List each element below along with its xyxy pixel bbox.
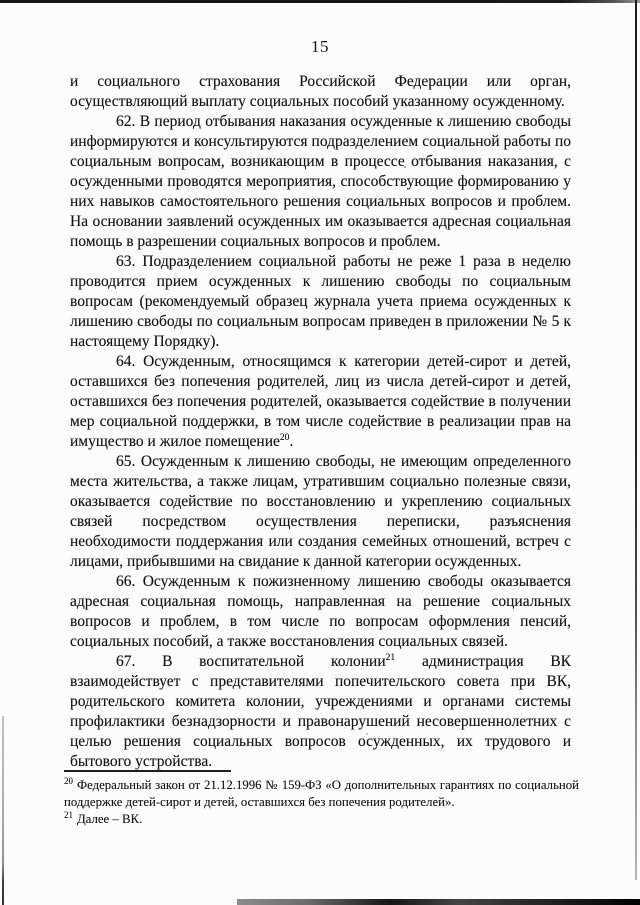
paragraph-text: 65. Осужденным к лишению свободы, не имеющим определенного места жительства, а также лицам, утратившим социально полезные связи, оказывается содействие по восстановлению и укреплению социальных связей посредством осуществления переписки, разъяснения необходимости поддержания или создания семейных отношений, встреч с лицами, прибывшими на свидание к данной категории осужденных.: [70, 453, 571, 570]
footnote-marker: 21: [64, 809, 73, 820]
paragraph-text: 63. Подразделением социальной работы не реже 1 раза в неделю проводится прием осужденных к лишению свободы по социальным вопросам (рекомендуемый образец журнала учета приема осужденных к лишению свободы по социальным вопросам приведен в приложении № 5 к настоящему Порядку).: [70, 253, 571, 350]
paragraph-65: [70, 452, 571, 572]
footnote-20: [64, 777, 579, 811]
scan-border-right: [635, 0, 637, 880]
paragraph-64: [70, 352, 571, 452]
footnote-text: Далее – ВК.: [76, 812, 143, 826]
paragraph-62: [70, 112, 571, 252]
scan-band-bottom: [237, 899, 640, 905]
scan-line-left: [2, 716, 4, 905]
scan-border-top: [0, 0, 640, 3]
footnote-21: [64, 811, 579, 828]
footnote-reference-20: 20: [279, 431, 290, 443]
paragraph-text: .: [289, 433, 294, 450]
paragraph-text: 66. Осужденным к пожизненному лишению свободы оказывается адресная социальная помощь, направленная на решение социальных вопросов и проблем, в том числе по вопросам оформления пенсий, социальных пособий, а также восстановления социальных связей.: [70, 573, 571, 650]
paragraph-63: [70, 252, 571, 352]
paragraph-text: и социального страхования Российской Федерации или орган, осуществляющий выплату социальных пособий указанному осужденному.: [70, 73, 571, 110]
footnote-text: Федеральный закон от 21.12.1996 № 159-ФЗ «О дополнительных гарантиях по социальной поддержке детей-сирот и детей, оставшихся без попечения родителей».: [64, 778, 579, 809]
document-body: [70, 72, 571, 772]
paragraph-continuation: [70, 72, 571, 112]
paragraph-66: [70, 572, 571, 652]
paragraph-text: 64. Осужденным, относящимся к категории детей-сирот и детей, оставшихся без попечения родителей, лиц из числа детей-сирот и детей, оставшихся без попечения родителей, оказывается содействие в получении мер социальной поддержки, в том числе содействие в реализации прав на имущество и жилое помещение: [70, 353, 571, 450]
paragraph-text: 62. В период отбывания наказания осужденные к лишению свободы информируются и консультируются подразделением социальной работы по социальным вопросам, возникающим в процессе отбывания наказания, с осужденными проводятся мероприятия, способствующие формированию у них навыков самостоятельного решения социальных вопросов и проблем. На основании заявлений осужденных им оказывается адресная социальная помощь в разрешении социальных вопросов и проблем.: [70, 113, 571, 250]
page-number: 15: [311, 37, 329, 56]
paragraph-text: 67. В воспитательной колонии: [116, 653, 386, 670]
footnote-reference-21: 21: [385, 651, 396, 663]
footnote-separator: [64, 770, 231, 772]
footnote-marker: 20: [64, 775, 73, 786]
paragraph-text: администрация ВК взаимодействует с представителями попечительского совета при ВК, родительского комитета колонии, учреждениями и органами системы профилактики безнадзорности и правонарушений несовершеннолетних с целью решения социальных вопросов осужденных, их трудового и бытового устройства.: [70, 653, 572, 770]
paragraph-67: [70, 652, 571, 772]
footnotes-section: [64, 777, 579, 828]
